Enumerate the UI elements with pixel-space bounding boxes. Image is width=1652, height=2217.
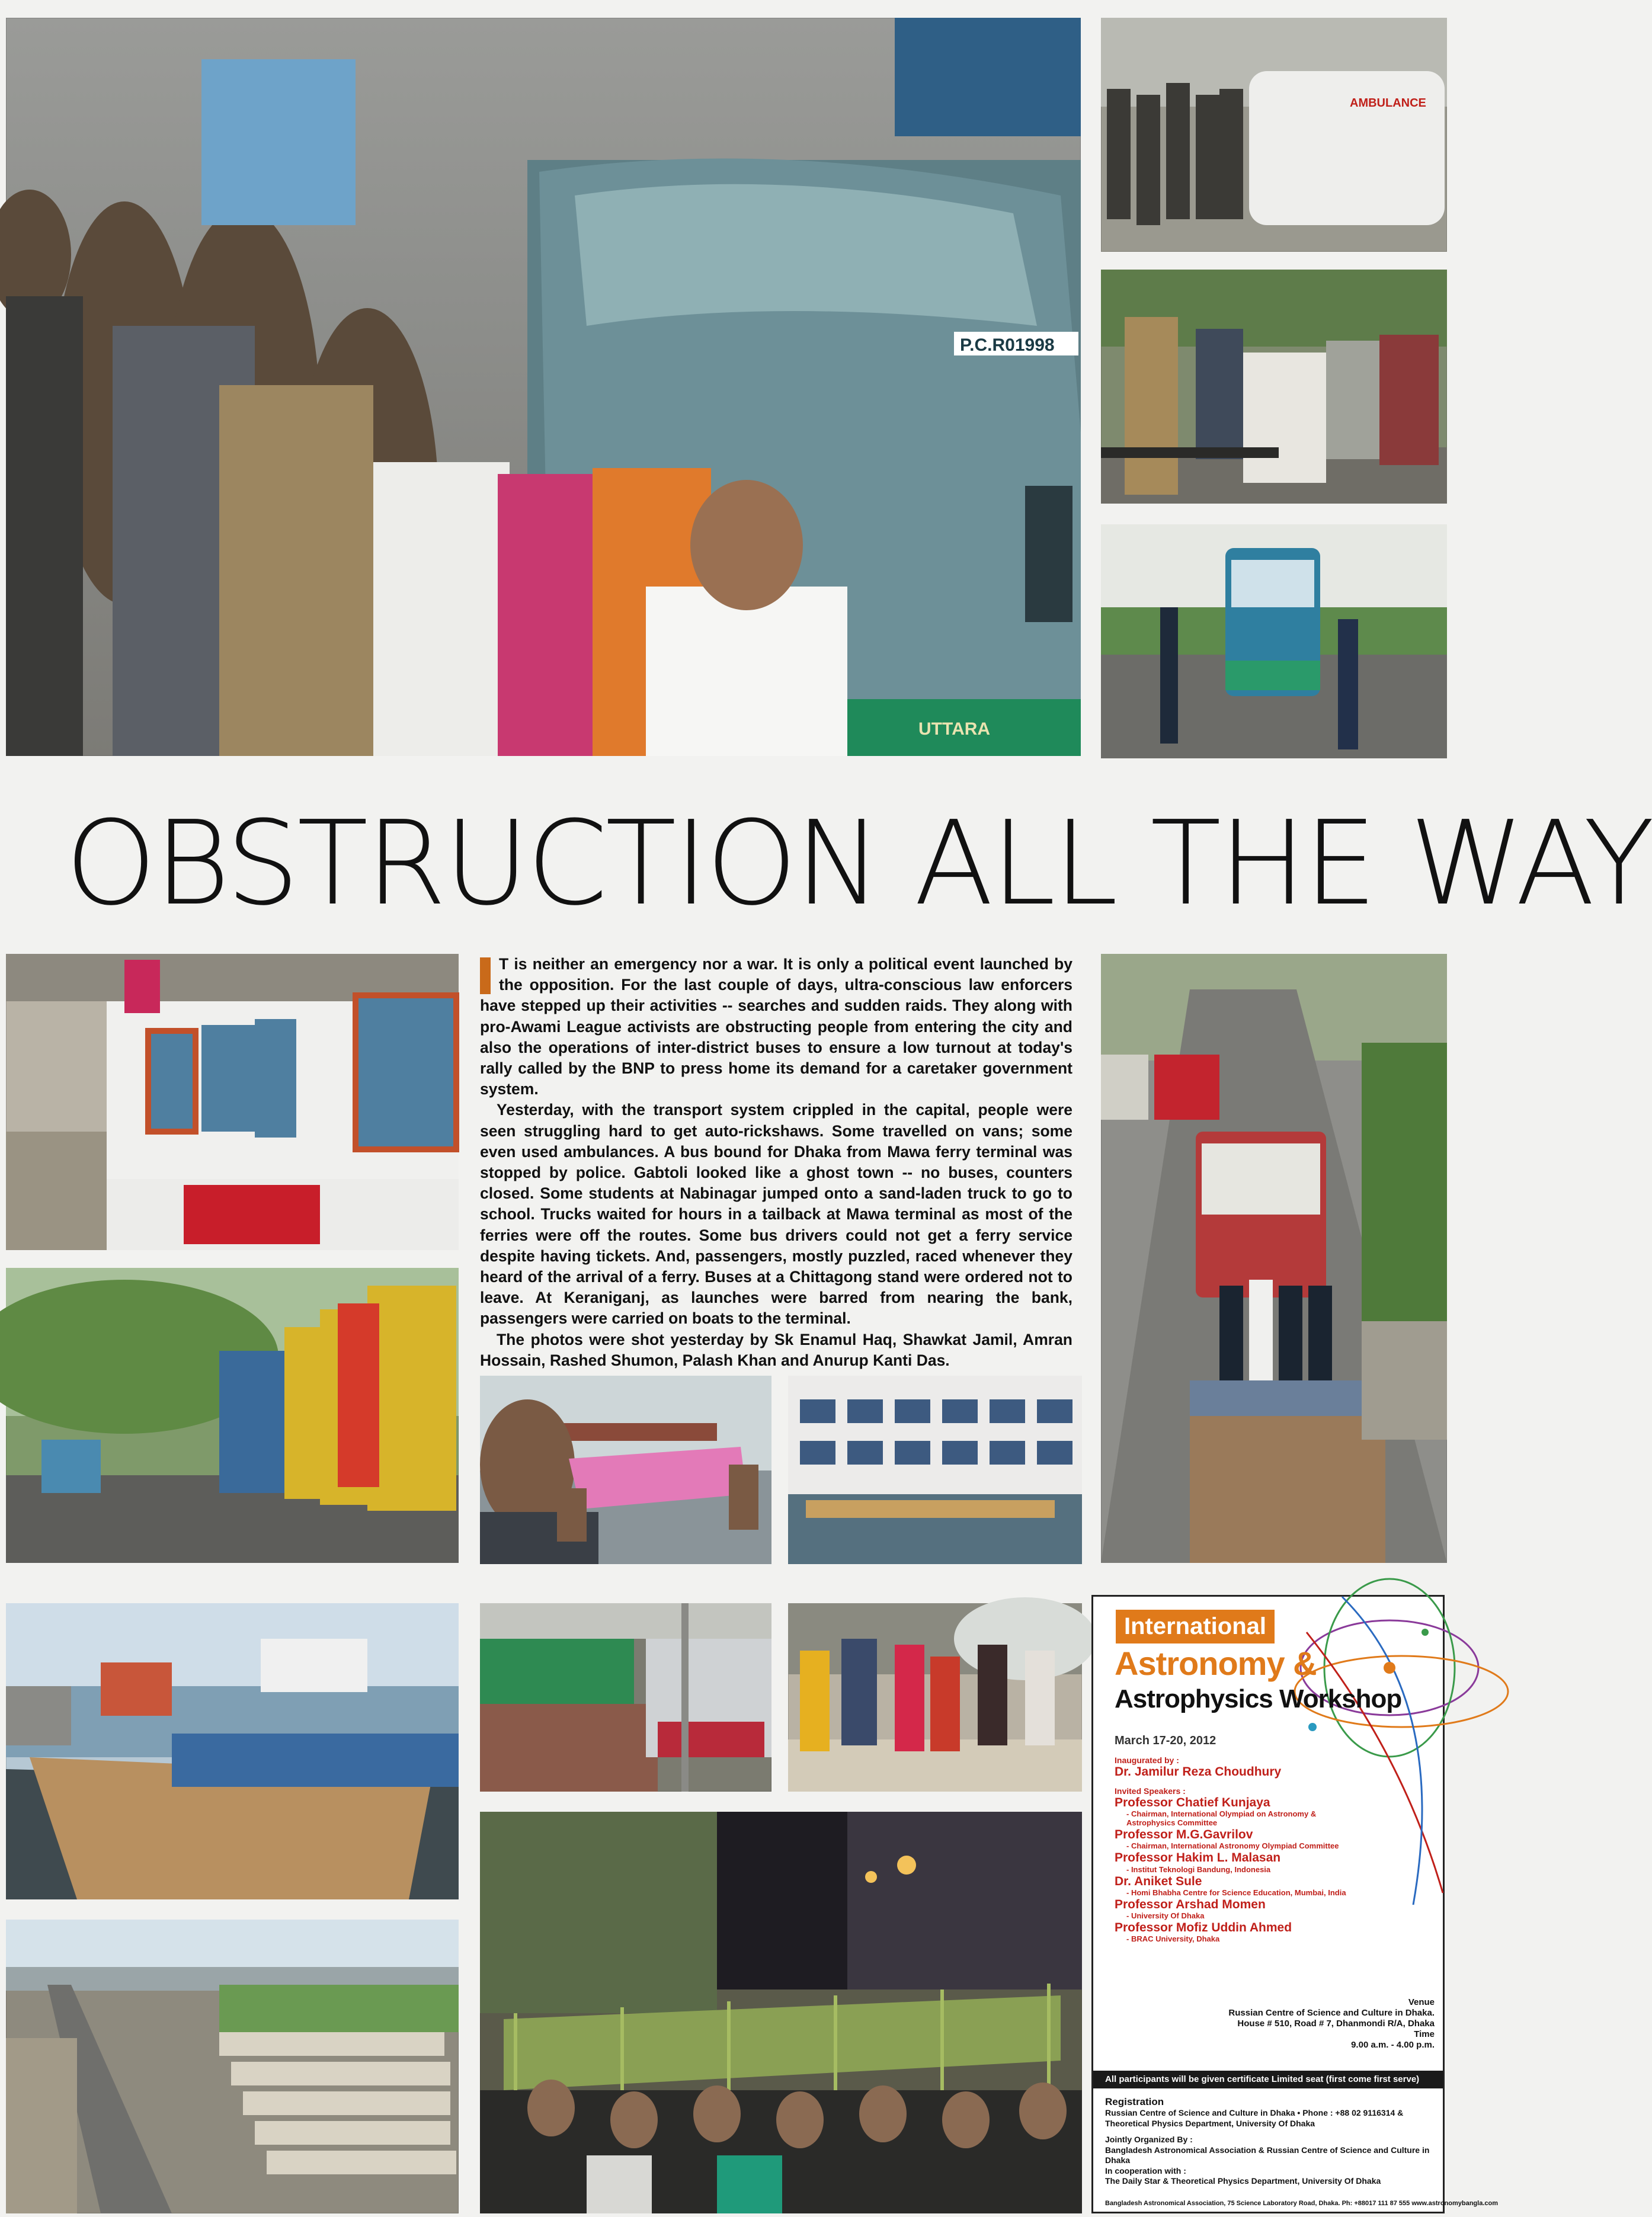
gabtoli-counters-photo [6, 954, 459, 1250]
aerial-illustration [6, 1920, 459, 2213]
speaker-affiliation: - Chairman, International Astronomy Olympiad Committee [1126, 1841, 1339, 1851]
ambulance-text: AMBULANCE [1350, 97, 1426, 110]
rally-illustration [480, 1812, 1082, 2213]
ad-footer: Bangladesh Astronomical Association, 75 Science Laboratory Road, Dhaka. Ph: +88017 111 87 555 www.astronomybangla.com [1105, 2200, 1498, 2207]
story-body [480, 954, 1072, 1371]
story-paragraph-1-text: T is neither an emergency nor a war. It is only a political event launched by the opposition. For the last couple of days, ultra-conscious law enforcers have stepped up their activities -- searches and sudden raids. They along with pro-Awami League activists are obstructing people from entering the city and also the operations of inter-district buses to ensure a low turnout at today's rally called by the BNP to press home its demand for a caretaker government system. [480, 955, 1072, 1098]
bus-stopped-illustration [1101, 524, 1447, 758]
ticket-illustration [480, 1376, 771, 1564]
speaker-affiliation: - BRAC University, Dhaka [1126, 1934, 1220, 1943]
hero-photo-crowd-cng [6, 18, 1081, 756]
cooperation-label: In cooperation with : [1105, 2165, 1186, 2176]
invited-label: Invited Speakers : [1115, 1786, 1186, 1796]
ad-title-line2: Astrophysics Workshop [1115, 1684, 1402, 1713]
bus-stopped-photo [1101, 524, 1447, 758]
speaker-name: Dr. Aniket Sule [1115, 1874, 1202, 1888]
jointly-label: Jointly Organized By : [1105, 2135, 1193, 2145]
ferry-ticket-photo [480, 1376, 771, 1564]
van-passengers-photo [1101, 270, 1447, 504]
registration-label: Registration [1105, 2096, 1164, 2107]
venue-line2: House # 510, Road # 7, Dhanmondi R/A, Dhaka [1237, 2019, 1435, 2029]
venue-label: Venue [1408, 1997, 1435, 2007]
venue-line1: Russian Centre of Science and Culture in Dhaka. [1228, 2008, 1435, 2018]
ad-title-line1: Astronomy & [1115, 1645, 1317, 1682]
passengers-running-photo [788, 1603, 1082, 1792]
inaugurated-label: Inaugurated by : [1115, 1755, 1179, 1765]
time-value: 9.00 a.m. - 4.00 p.m. [1351, 2040, 1435, 2050]
ad-registration [1105, 2096, 1437, 2187]
trucks-tailback-photo [6, 1268, 459, 1563]
registration-text: Russian Centre of Science and Culture in Dhaka • Phone : +88 02 9116314 & Theoretical Physics Department, University Of Dhaka [1105, 2108, 1404, 2128]
ferry-terminal-photo [6, 1603, 459, 1899]
jointly-text: Bangladesh Astronomical Association & Russian Centre of Science and Culture in Dhaka [1105, 2145, 1430, 2165]
speaker-affiliation: - Homi Bhabha Centre for Science Education, Mumbai, India [1126, 1888, 1346, 1897]
cng-brand-text: UTTARA [918, 719, 991, 739]
cooperation-text: The Daily Star & Theoretical Physics Department, University Of Dhaka [1105, 2176, 1381, 2186]
time-label: Time [1414, 2029, 1435, 2039]
running-illustration [788, 1603, 1082, 1792]
story-paragraph-3: The photos were shot yesterday by Sk Enamul Haq, Shawkat Jamil, Amran Hossain, Rashed Shumon, Palash Khan and Anurup Kanti Das. [480, 1330, 1072, 1369]
cng-plate-text: P.C.R01998 [960, 335, 1055, 355]
ferry-illustration [6, 1603, 459, 1899]
gabtoli-aerial-photo [6, 1920, 459, 2213]
launch-passengers-photo [788, 1376, 1082, 1564]
ambulance-photo [1101, 18, 1447, 252]
hero-illustration [6, 18, 1081, 756]
speaker-affiliation: - Institut Teknologi Bandung, Indonesia [1126, 1864, 1271, 1874]
parked-buses-photo [480, 1603, 771, 1792]
counters-illustration [6, 954, 459, 1250]
speaker-name: Professor M.G.Gavrilov [1115, 1828, 1253, 1842]
launch-illustration [788, 1376, 1082, 1564]
ad-venue [1186, 1997, 1435, 2051]
speaker-name: Professor Arshad Momen [1115, 1897, 1266, 1911]
ad-date: March 17-20, 2012 [1115, 1734, 1216, 1747]
trucks-illustration [6, 1268, 459, 1563]
speaker-affiliation: - University Of Dhaka [1126, 1911, 1205, 1920]
ad-speakers [1115, 1755, 1352, 1944]
speaker-name: Professor Chatief Kunjaya [1115, 1796, 1270, 1810]
inaugurated-name: Dr. Jamilur Reza Choudhury [1115, 1765, 1282, 1779]
rally-stage-crowd-photo [480, 1812, 1082, 2213]
speaker-name: Professor Hakim L. Malasan [1115, 1851, 1281, 1865]
van-illustration [1101, 270, 1447, 504]
story-paragraph-1 [480, 954, 1072, 1100]
dropcap-bar [480, 957, 491, 994]
astronomy-workshop-ad [1091, 1595, 1498, 2213]
highway-truck-students-photo [1101, 954, 1447, 1563]
story-paragraph-2: Yesterday, with the transport system crippled in the capital, people were seen struggling hard to get auto-rickshaws. Some travelled on vans; some even used ambulances. A bus bound for Dhaka from Mawa ferry terminal was stopped by police. Gabtoli looked like a ghost town -- no buses, counters closed. Some students at Nabinagar jumped onto a sand-laden truck to go to school. Trucks waited for hours in a tailback at Mawa terminal as most of the ferries were off the routes. Some bus drivers could not get a ferry service despite having tickets. And, passengers, mostly puzzled, raced whenever they heard of the arrival of a ferry. Buses at a Chittagong stand were ordered not to leave. At Keraniganj, as launches were barred from nearing the bank, passengers were carried on boats to the terminal. [480, 1101, 1072, 1328]
headline: OBSTRUCTION ALL THE WAY [65, 796, 1652, 931]
ad-badge: International [1116, 1610, 1275, 1643]
ad-certificate-bar: All participants will be given certificate Limited seat (first come first serve) [1093, 2071, 1443, 2088]
speaker-affiliation: - Chairman, International Olympiad on Astronomy & Astrophysics Committee [1126, 1809, 1317, 1828]
highway-illustration [1101, 954, 1447, 1563]
ambulance-illustration [1101, 18, 1447, 252]
parked-buses-illustration [480, 1603, 771, 1792]
speaker-name: Professor Mofiz Uddin Ahmed [1115, 1920, 1292, 1934]
